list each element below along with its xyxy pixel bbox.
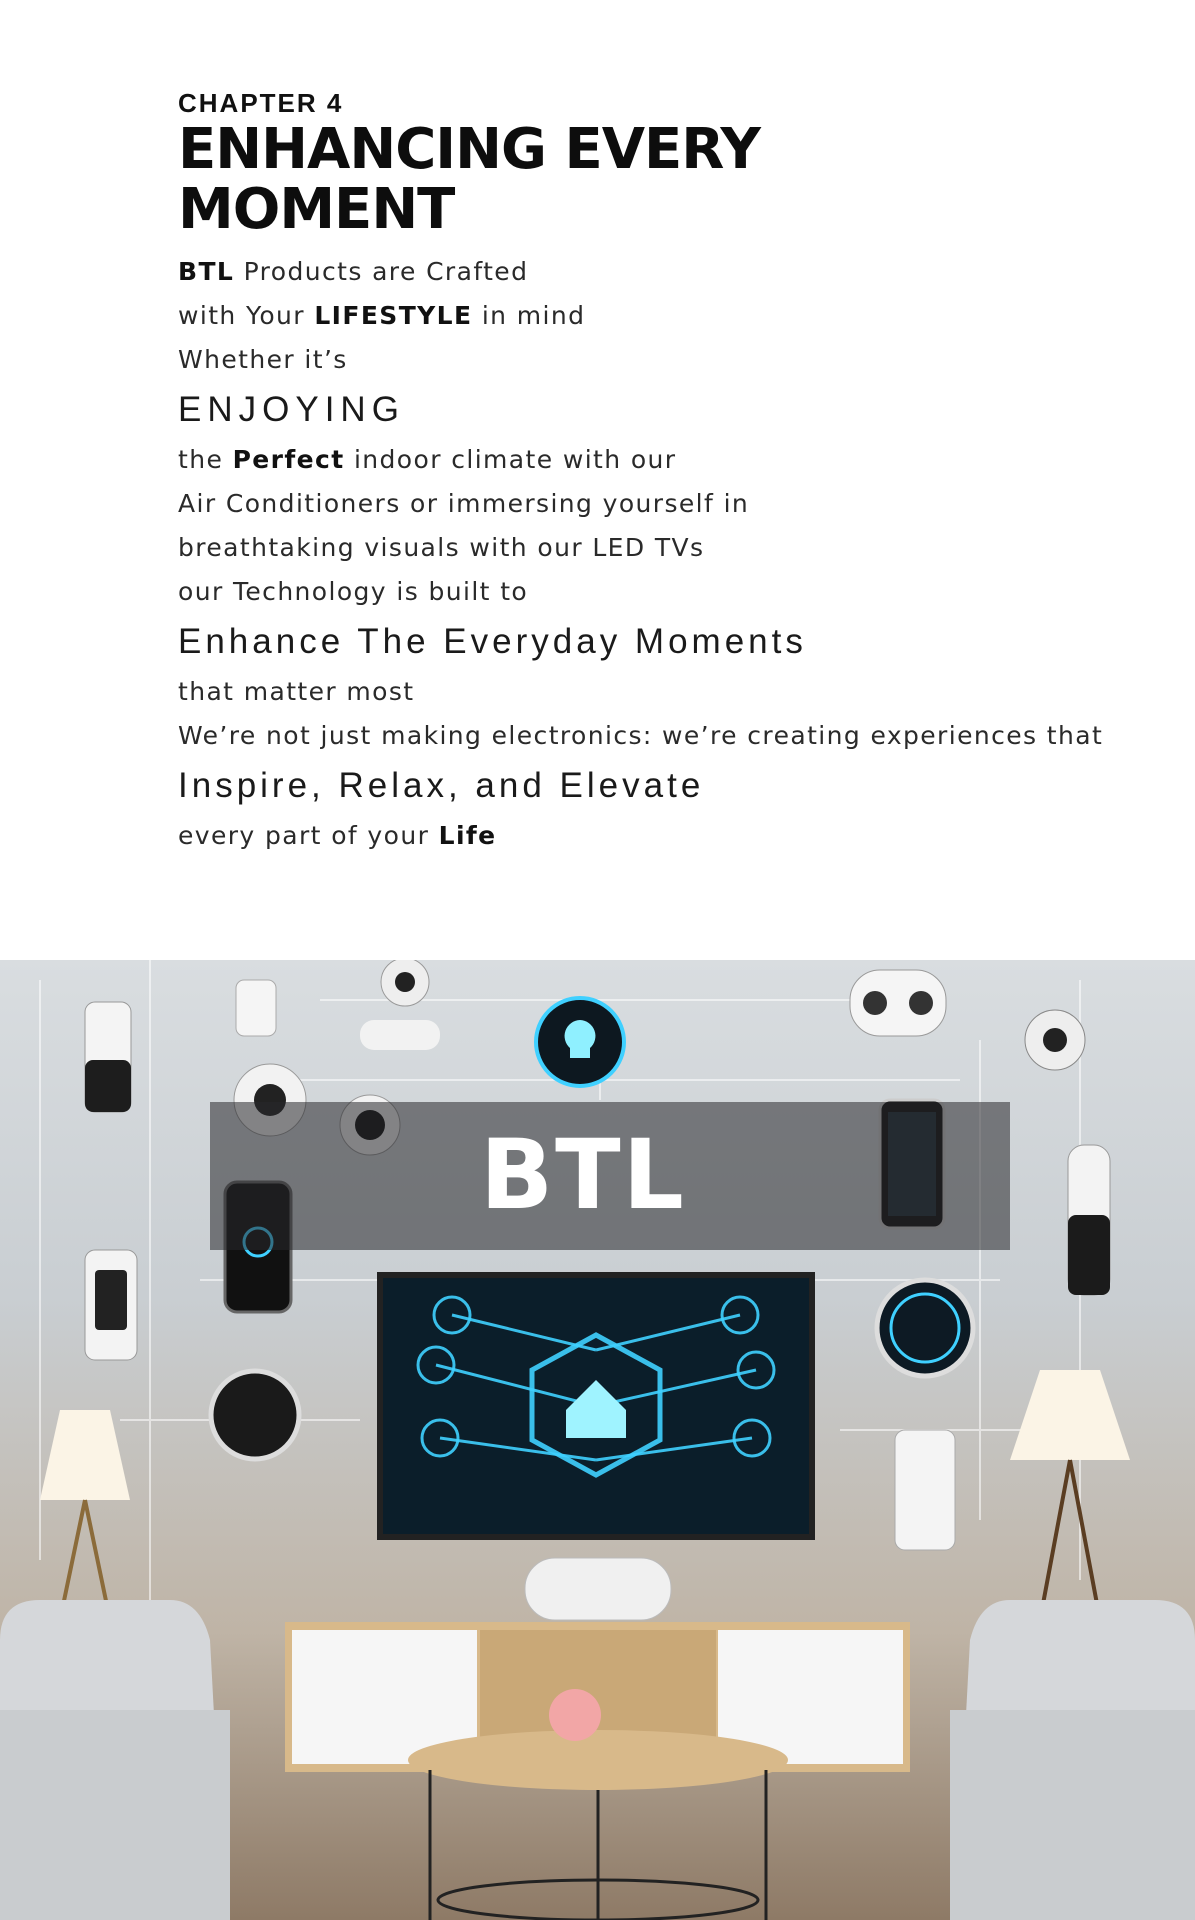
body-line-1: BTL Products are Crafted [178, 257, 529, 286]
body-line-5: Air Conditioners or immersing yourself in [178, 489, 750, 518]
body-line-10: every part of your Life [178, 821, 497, 850]
btl-logo: BTL [480, 1119, 686, 1231]
tv-screen [380, 1275, 812, 1537]
inspire-heading: Inspire, Relax, and Elevate [178, 766, 705, 805]
body-line-4: the Perfect indoor climate with our [178, 445, 677, 474]
body-line-7: our Technology is built to [178, 577, 529, 606]
chapter-text [178, 88, 1138, 858]
enjoying-heading: ENJOYING [178, 390, 405, 429]
body-line-3: Whether it’s [178, 345, 348, 374]
enhance-heading: Enhance The Everyday Moments [178, 622, 807, 661]
smart-home-illustration [0, 960, 1195, 1920]
chapter-label: CHAPTER 4 [178, 88, 344, 118]
chapter-title-line-2: MOMENT [178, 177, 455, 242]
chapter-title-line-1: ENHANCING EVERY [178, 117, 760, 182]
chapter-title [178, 117, 1138, 242]
smart-speaker [525, 1558, 671, 1620]
body-line-2: with Your LIFESTYLE in mind [178, 301, 586, 330]
body-line-9: We’re not just making electronics: we’re creating experiences that [178, 721, 1104, 750]
body-line-8: that matter most [178, 677, 415, 706]
body-line-6: breathtaking visuals with our LED TVs [178, 533, 705, 562]
air-purifier [895, 1430, 955, 1550]
